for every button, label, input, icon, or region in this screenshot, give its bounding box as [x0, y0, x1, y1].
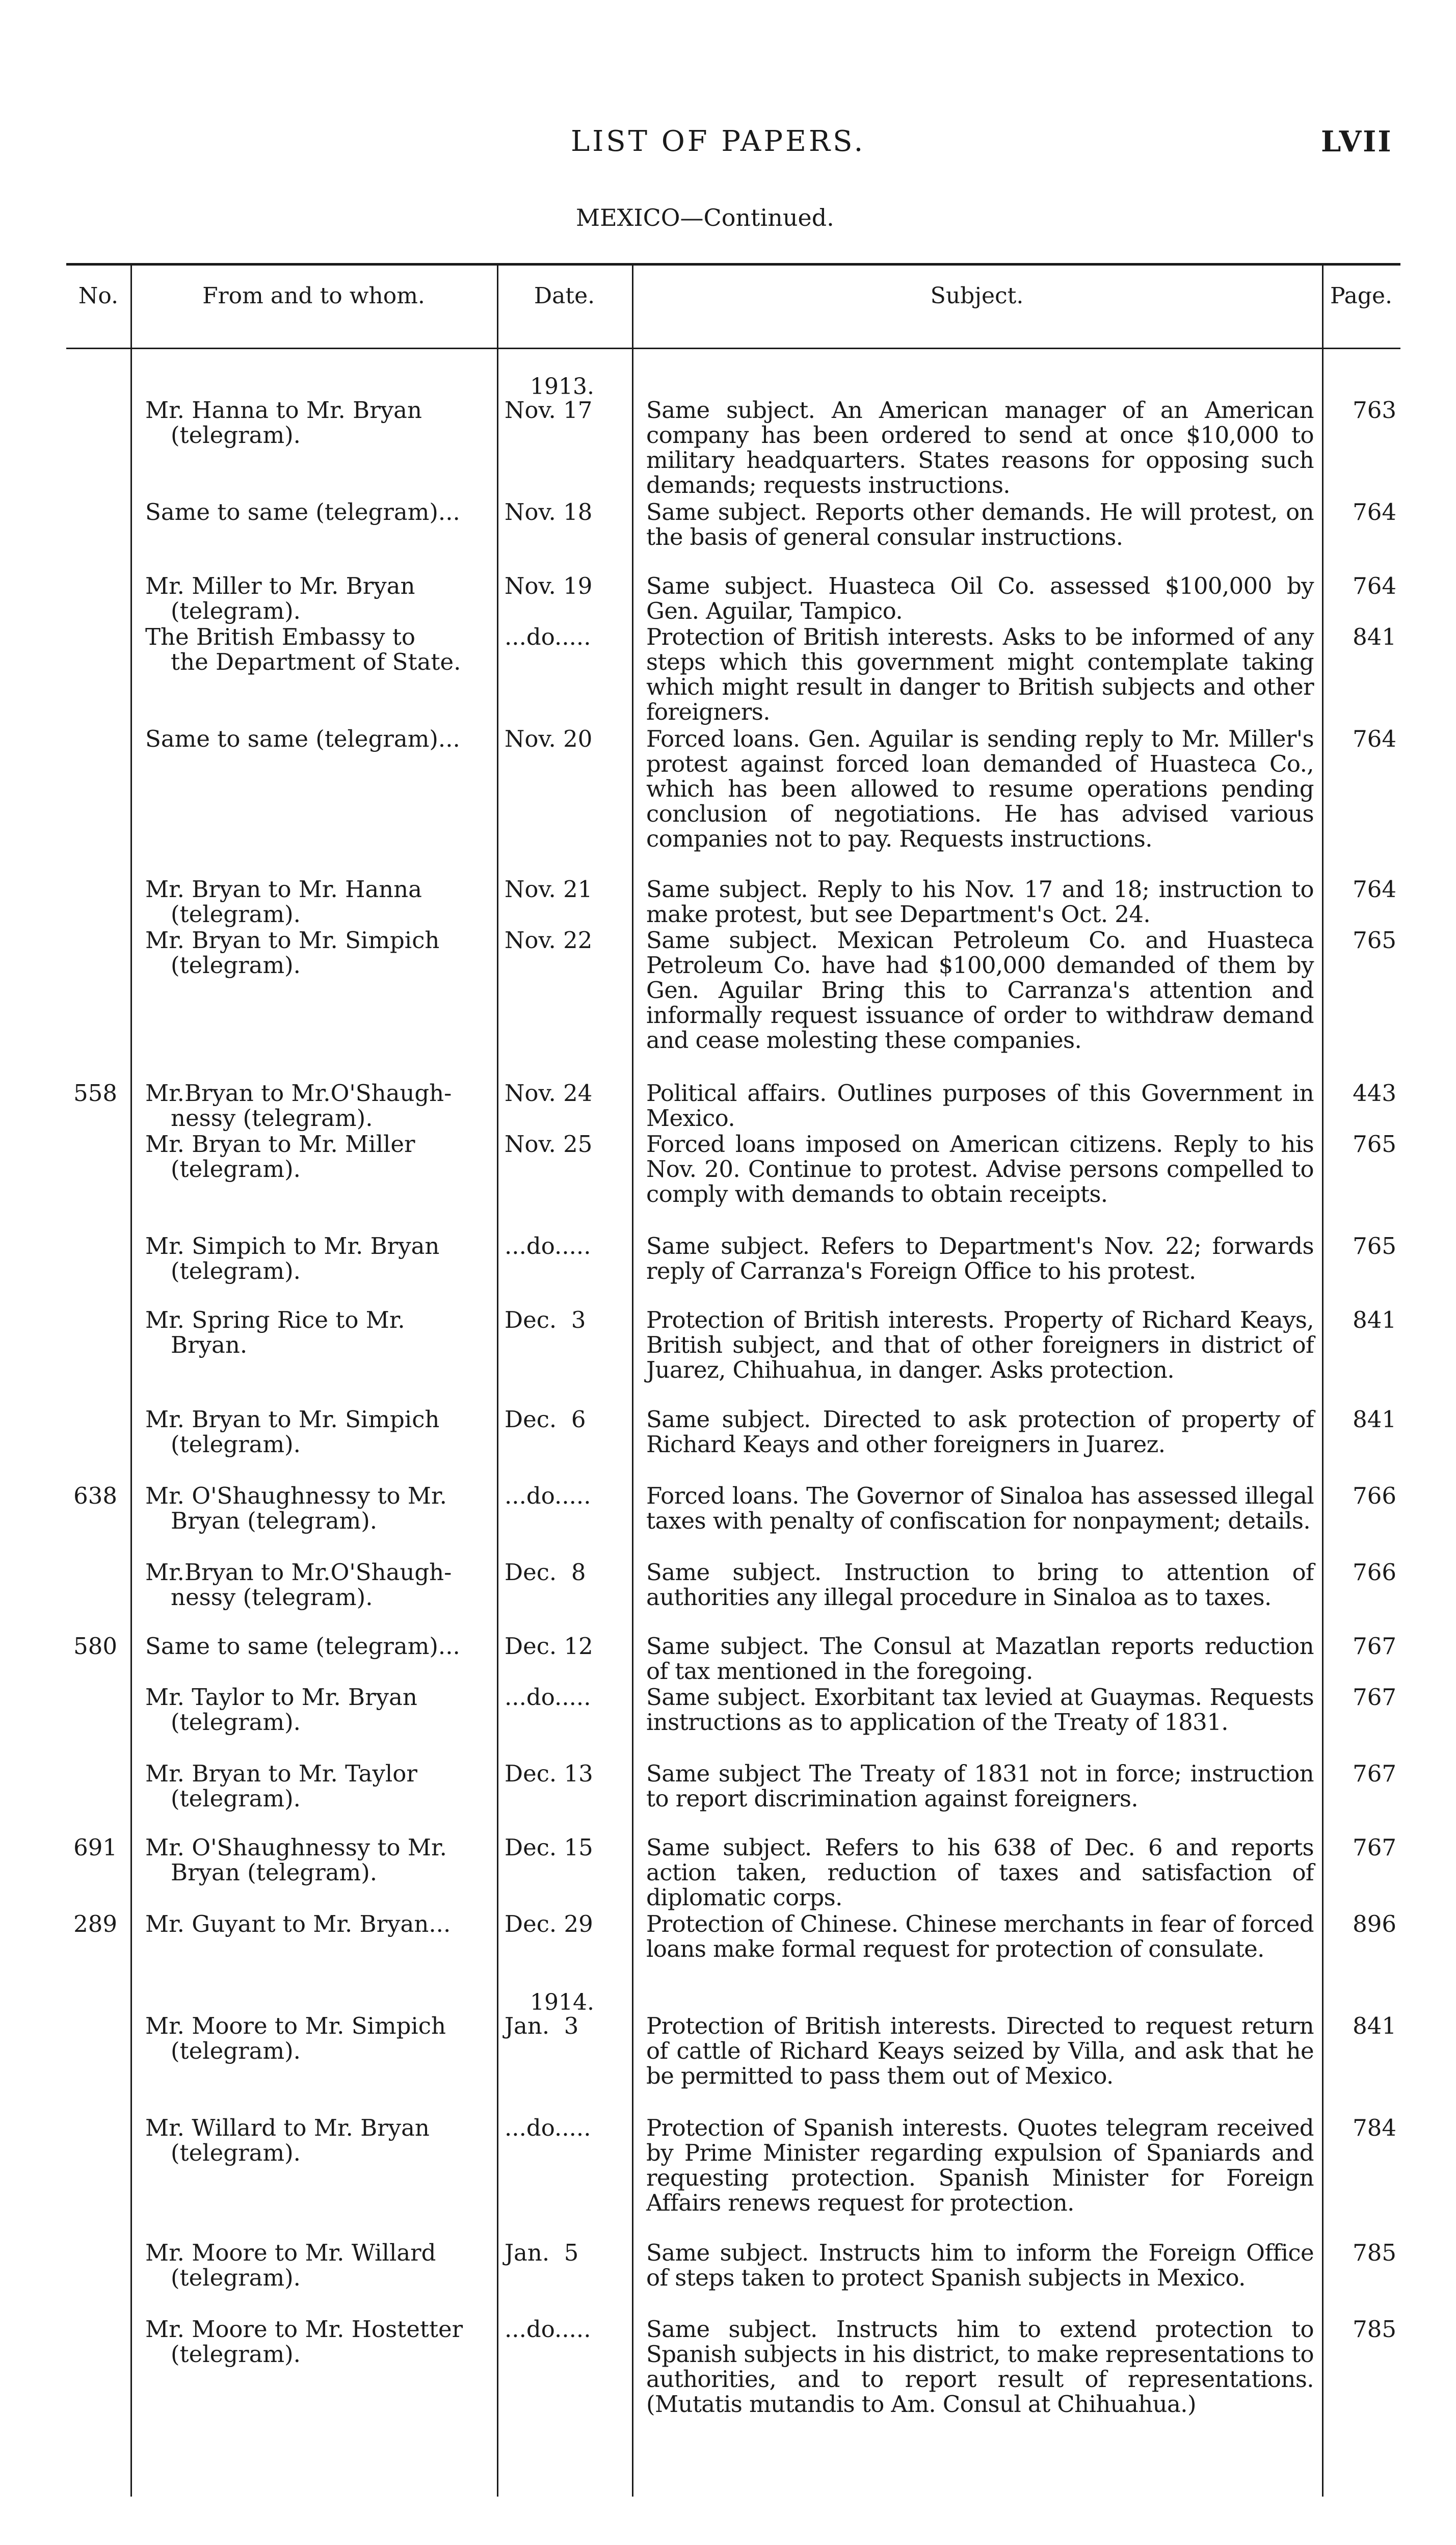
column-divider: [632, 264, 633, 2497]
from-to-cell: [145, 928, 492, 978]
from-to-line: Bryan.: [171, 1331, 248, 1358]
from-to-line: Mr. Simpich to Mr. Bryan: [145, 1232, 440, 1260]
from-to-line: Mr. Bryan to Mr. Miller: [145, 1131, 415, 1158]
from-to-cell: [145, 726, 492, 751]
from-to-cell: [145, 1761, 492, 1811]
date-cell: Dec. 6: [505, 1406, 586, 1433]
running-title: LIST OF PAPERS.: [571, 125, 866, 158]
date-cell: Nov. 18: [505, 498, 593, 526]
subject-cell: Protection of British interests. Asks to be informed of any steps which this government might contemplate taking which might result in danger to British subjects and other foreigners.: [646, 623, 1314, 725]
page-ref: 767: [1353, 1760, 1396, 1787]
from-to-line: Mr. O'Shaughnessy to Mr.: [145, 1482, 447, 1509]
from-to-line: (telegram).: [171, 422, 301, 449]
page-ref: 841: [1353, 2012, 1396, 2039]
subject-cell: Protection of Chinese. Chinese merchants in fear of forced loans make formal request for protection of consulate.: [646, 1910, 1314, 1962]
subject-cell: Same subject. Instructs him to inform the Foreign Office of steps taken to protect Spanish subjects in Mexico.: [646, 2239, 1314, 2291]
from-to-cell: [145, 2240, 492, 2290]
from-to-cell: [145, 2013, 492, 2063]
from-to-cell: [145, 1081, 492, 1131]
subject-cell: Same subject. Refers to Department's Nov. 22; forwards reply of Carranza's Foreign Office to his protest.: [646, 1232, 1314, 1284]
from-to-line: Mr. Moore to Mr. Simpich: [145, 2012, 446, 2039]
from-to-cell: [145, 1234, 492, 1283]
section-title: MEXICO—Continued.: [576, 204, 834, 231]
date-cell: Dec. 13: [505, 1760, 593, 1787]
from-to-line: nessy (telegram).: [171, 1105, 373, 1132]
column-header-page: Page.: [1330, 283, 1393, 309]
subject-cell: Same subject. Reports other demands. He will protest, on the basis of general consular instructions.: [646, 498, 1314, 550]
page-ref: 764: [1353, 876, 1396, 903]
date-cell: Nov. 20: [505, 725, 593, 752]
page-ref: 767: [1353, 1633, 1396, 1660]
date-cell: Jan. 3: [505, 2012, 579, 2039]
subject-cell: Forced loans. The Governor of Sinaloa has assessed illegal taxes with penalty of confiscation for nonpayment; details.: [646, 1482, 1314, 1534]
page-ref: 443: [1353, 1080, 1396, 1107]
from-to-line: Mr. Hanna to Mr. Bryan: [145, 397, 422, 424]
from-to-line: (telegram).: [171, 597, 301, 624]
date-cell: ...do.....: [505, 623, 591, 650]
date-cell: ...do.....: [505, 2114, 591, 2141]
column-header-no: No.: [78, 283, 119, 309]
column-header-date: Date.: [534, 283, 595, 309]
subject-cell: Same subject. Instruction to bring to attention of authorities any illegal procedure in Sinaloa as to taxes.: [646, 1559, 1314, 1611]
from-to-line: Mr. Moore to Mr. Hostetter: [145, 2316, 463, 2343]
from-to-line: Bryan (telegram).: [171, 1859, 378, 1886]
page-ref: 764: [1353, 498, 1396, 526]
subject-cell: Same subject The Treaty of 1831 not in force; instruction to report discrimination against foreigners.: [646, 1760, 1314, 1812]
from-to-cell: [145, 1911, 492, 1936]
from-to-line: (telegram).: [171, 952, 301, 979]
from-to-line: Mr. Guyant to Mr. Bryan...: [145, 1910, 451, 1937]
from-to-line: Same to same (telegram)...: [145, 725, 460, 752]
from-to-line: (telegram).: [171, 1785, 301, 1812]
date-cell: Dec. 3: [505, 1306, 586, 1333]
page-ref: 841: [1353, 623, 1396, 650]
date-cell: Dec. 8: [505, 1559, 586, 1586]
date-cell: Nov. 25: [505, 1131, 593, 1158]
column-divider: [130, 264, 132, 2497]
entry-number: 691: [73, 1834, 117, 1861]
from-to-line: Mr. Taylor to Mr. Bryan: [145, 1684, 417, 1711]
from-to-line: (telegram).: [171, 2037, 301, 2064]
from-to-line: Mr. Miller to Mr. Bryan: [145, 572, 415, 599]
page-ref: 764: [1353, 572, 1396, 599]
column-header-subject: Subject.: [930, 283, 1024, 309]
from-to-cell: [145, 2317, 492, 2367]
from-to-line: Same to same (telegram)...: [145, 498, 460, 526]
date-cell: Nov. 22: [505, 927, 593, 954]
from-to-line: Mr. Bryan to Mr. Taylor: [145, 1760, 417, 1787]
subject-cell: Protection of British interests. Directed to request return of cattle of Richard Keays seized by Villa, and ask that he be permitted to pass them out of Mexico.: [646, 2012, 1314, 2089]
from-to-line: The British Embassy to: [145, 623, 416, 650]
from-to-line: (telegram).: [171, 1431, 301, 1458]
from-to-cell: [145, 1483, 492, 1533]
date-cell: Dec. 12: [505, 1633, 593, 1660]
subject-cell: Same subject. Reply to his Nov. 17 and 18; instruction to make protest, but see Department's Oct. 24.: [646, 876, 1314, 928]
from-to-line: Mr. Willard to Mr. Bryan: [145, 2114, 430, 2141]
subject-cell: Same subject. Refers to his 638 of Dec. 6 and reports action taken, reduction of taxes and satisfaction of diplomatic corps.: [646, 1834, 1314, 1911]
page-ref: 766: [1353, 1482, 1396, 1509]
from-to-cell: [145, 500, 492, 524]
subject-cell: Protection of Spanish interests. Quotes telegram received by Prime Minister regarding expulsion of Spaniards and requesting protection. Spanish Minister for Foreign Affairs renews request for protection.: [646, 2114, 1314, 2216]
from-to-line: Mr.Bryan to Mr.O'Shaugh-: [145, 1080, 452, 1107]
subject-cell: Political affairs. Outlines purposes of this Government in Mexico.: [646, 1080, 1314, 1132]
date-cell: Nov. 21: [505, 876, 593, 903]
subject-cell: Forced loans. Gen. Aguilar is sending reply to Mr. Miller's protest against forced loan demanded of Huasteca Co., which has been allowed to resume operations pending conclusion of negotiations. He has advised various companies not to pay. Requests instructions.: [646, 725, 1314, 852]
from-to-line: the Department of State.: [171, 648, 461, 675]
page-number: LVII: [1321, 125, 1393, 159]
page-ref: 766: [1353, 1559, 1396, 1586]
from-to-line: Same to same (telegram)...: [145, 1633, 460, 1660]
from-to-cell: [145, 1560, 492, 1610]
from-to-line: nessy (telegram).: [171, 1584, 373, 1611]
date-cell: Nov. 17: [505, 397, 593, 424]
from-to-line: (telegram).: [171, 2139, 301, 2166]
page-ref: 764: [1353, 725, 1396, 752]
from-to-line: (telegram).: [171, 1709, 301, 1736]
date-cell: Nov. 19: [505, 572, 593, 599]
page-ref: 767: [1353, 1684, 1396, 1711]
subject-cell: Same subject. Huasteca Oil Co. assessed $100,000 by Gen. Aguilar, Tampico.: [646, 572, 1314, 624]
from-to-line: Mr. Bryan to Mr. Hanna: [145, 876, 422, 903]
date-cell: Dec. 15: [505, 1834, 593, 1861]
page-ref: 765: [1353, 1232, 1396, 1260]
entry-number: 638: [73, 1482, 117, 1509]
column-divider: [1322, 264, 1323, 2497]
from-to-cell: [145, 398, 492, 448]
subject-cell: Forced loans imposed on American citizens. Reply to his Nov. 20. Continue to protest. Advise persons compelled to comply with demands to obtain receipts.: [646, 1131, 1314, 1208]
page-ref: 765: [1353, 927, 1396, 954]
date-cell: Jan. 5: [505, 2239, 579, 2266]
date-cell: Dec. 29: [505, 1910, 593, 1937]
column-divider: [497, 264, 498, 2497]
subject-cell: Same subject. An American manager of an American company has been ordered to send at once $10,000 to military headquarters. States reasons for opposing such demands; requests instructions.: [646, 397, 1314, 498]
from-to-cell: [145, 1634, 492, 1659]
from-to-cell: [145, 877, 492, 927]
page-ref: 841: [1353, 1406, 1396, 1433]
from-to-cell: [145, 624, 492, 674]
date-cell: ...do.....: [505, 1482, 591, 1509]
from-to-line: (telegram).: [171, 1156, 301, 1183]
from-to-cell: [145, 1835, 492, 1885]
from-to-line: (telegram).: [171, 1257, 301, 1284]
page-ref: 765: [1353, 1131, 1396, 1158]
from-to-line: (telegram).: [171, 2341, 301, 2368]
from-to-cell: [145, 1407, 492, 1457]
header-bottom-rule: [66, 348, 1400, 349]
from-to-line: Mr. Bryan to Mr. Simpich: [145, 1406, 440, 1433]
date-cell: ...do.....: [505, 2316, 591, 2343]
year-label: 1913.: [530, 374, 594, 400]
page-ref: 841: [1353, 1306, 1396, 1333]
page-ref: 763: [1353, 397, 1396, 424]
from-to-line: Mr. Spring Rice to Mr.: [145, 1306, 405, 1333]
subject-cell: Protection of British interests. Property of Richard Keays, British subject, and that of other foreigners in district of Juarez, Chihuahua, in danger. Asks protection.: [646, 1306, 1314, 1383]
from-to-line: Mr.Bryan to Mr.O'Shaugh-: [145, 1559, 452, 1586]
date-cell: ...do.....: [505, 1684, 591, 1711]
from-to-line: Bryan (telegram).: [171, 1507, 378, 1534]
from-to-line: Mr. O'Shaughnessy to Mr.: [145, 1834, 447, 1861]
from-to-line: (telegram).: [171, 2264, 301, 2291]
subject-cell: Same subject. Directed to ask protection of property of Richard Keays and other foreigners in Juarez.: [646, 1406, 1314, 1458]
column-header-from: From and to whom.: [202, 283, 425, 309]
from-to-cell: [145, 1307, 492, 1357]
year-label: 1914.: [530, 1989, 594, 2015]
page-ref: 767: [1353, 1834, 1396, 1861]
table-top-rule: [66, 263, 1400, 266]
from-to-line: (telegram).: [171, 901, 301, 928]
subject-cell: Same subject. Mexican Petroleum Co. and Huasteca Petroleum Co. have had $100,000 demanded of them by Gen. Aguilar Bring this to Carranza's attention and informally request issuance of order to withdraw demand and cease molesting these companies.: [646, 927, 1314, 1054]
page-ref: 785: [1353, 2239, 1396, 2266]
entry-number: 580: [73, 1633, 117, 1660]
date-cell: Nov. 24: [505, 1080, 593, 1107]
from-to-line: Mr. Moore to Mr. Willard: [145, 2239, 436, 2266]
from-to-cell: [145, 2115, 492, 2165]
subject-cell: Same subject. Instructs him to extend protection to Spanish subjects in his district, to make representations to authorities, and to report result of representations. (Mutatis mutandis to Am. Consul at Chihuahua.): [646, 2316, 1314, 2418]
from-to-line: Mr. Bryan to Mr. Simpich: [145, 927, 440, 954]
from-to-cell: [145, 1685, 492, 1735]
from-to-cell: [145, 573, 492, 623]
page-ref: 784: [1353, 2114, 1396, 2141]
subject-cell: Same subject. The Consul at Mazatlan reports reduction of tax mentioned in the foregoing.: [646, 1633, 1314, 1685]
subject-cell: Same subject. Exorbitant tax levied at Guaymas. Requests instructions as to application of the Treaty of 1831.: [646, 1684, 1314, 1736]
from-to-cell: [145, 1132, 492, 1182]
entry-number: 289: [73, 1910, 117, 1937]
entry-number: 558: [73, 1080, 117, 1107]
page-ref: 896: [1353, 1910, 1396, 1937]
page-ref: 785: [1353, 2316, 1396, 2343]
date-cell: ...do.....: [505, 1232, 591, 1260]
